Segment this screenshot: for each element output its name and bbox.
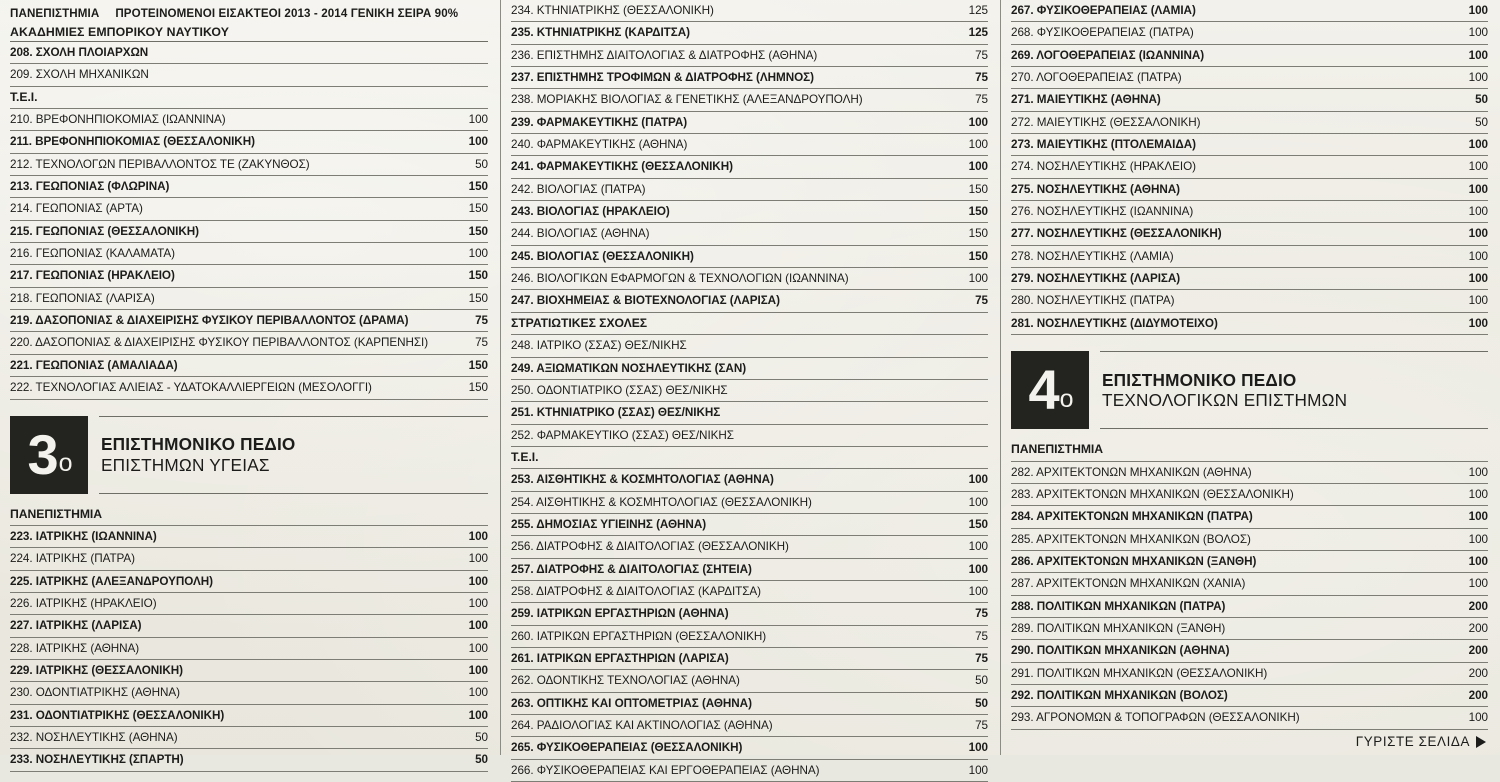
row-intake-number: 150 <box>468 291 488 305</box>
field-number-4: 4 <box>1028 358 1059 422</box>
table-row <box>10 198 488 220</box>
row-intake-number: 150 <box>468 269 488 283</box>
field-banner-3-line1: ΕΠΙΣΤΗΜΟΝΙΚΟ ΠΕΔΙΟ <box>101 434 296 455</box>
row-intake-number: 100 <box>468 708 488 722</box>
row-intake-number: 200 <box>1468 688 1488 702</box>
row-label: 271. ΜΑΙΕΥΤΙΚΗΣ (ΑΘΗΝΑ) <box>1011 93 1161 107</box>
row-intake-number: 100 <box>968 741 988 755</box>
field-banner-3 <box>10 416 488 494</box>
table-row <box>1011 246 1488 268</box>
field-banner-4 <box>1011 351 1488 429</box>
table-row <box>10 548 488 570</box>
row-label: 283. ΑΡΧΙΤΕΚΤΟΝΩΝ ΜΗΧΑΝΙΚΩΝ (ΘΕΣΣΑΛΟΝΙΚΗ) <box>1011 487 1294 501</box>
section-heading-label: ΠΑΝΕΠΙΣΤΗΜΙΑ <box>10 506 103 521</box>
list-col1 <box>10 42 488 400</box>
row-intake-number: 100 <box>468 247 488 261</box>
row-label: 275. ΝΟΣΗΛΕΥΤΙΚΗΣ (ΑΘΗΝΑ) <box>1011 182 1180 196</box>
row-intake-number: 125 <box>968 4 988 17</box>
row-label: 269. ΛΟΓΟΘΕΡΑΠΕΙΑΣ (ΙΩΑΝΝΙΝΑ) <box>1011 48 1205 62</box>
row-intake-number: 75 <box>975 71 988 85</box>
row-intake-number: 100 <box>968 584 988 598</box>
table-row <box>10 571 488 593</box>
row-intake-number: 100 <box>1468 160 1488 174</box>
list-col3b <box>1011 439 1488 729</box>
row-intake-number: 100 <box>468 641 488 655</box>
row-intake-number: 100 <box>468 135 488 149</box>
section-heading-row <box>10 504 488 526</box>
section-heading-label: Τ.Ε.Ι. <box>511 449 539 464</box>
field-ordinal-4: o <box>1059 384 1073 413</box>
row-label: 235. ΚΤΗΝΙΑΤΡΙΚΗΣ (ΚΑΡΔΙΤΣΑ) <box>511 26 690 40</box>
row-label: 234. ΚΤΗΝΙΑΤΡΙΚΗΣ (ΘΕΣΣΑΛΟΝΙΚΗ) <box>511 4 714 17</box>
table-row <box>511 335 988 357</box>
table-row <box>511 715 988 737</box>
row-label: 221. ΓΕΩΠΟΝΙΑΣ (ΑΜΑΛΙΑΔΑ) <box>10 358 178 372</box>
row-label: 247. ΒΙΟΧΗΜΕΙΑΣ & ΒΙΟΤΕΧΝΟΛΟΓΙΑΣ (ΛΑΡΙΣΑ) <box>511 294 780 308</box>
field-banner-3-line2: ΕΠΙΣΤΗΜΩΝ ΥΓΕΙΑΣ <box>101 454 270 475</box>
table-row <box>1011 223 1488 245</box>
table-row <box>511 156 988 178</box>
table-row <box>511 223 988 245</box>
table-row <box>10 660 488 682</box>
row-label: 288. ΠΟΛΙΤΙΚΩΝ ΜΗΧΑΝΙΚΩΝ (ΠΑΤΡΑ) <box>1011 599 1226 613</box>
table-row <box>511 581 988 603</box>
row-label: 210. ΒΡΕΦΟΝΗΠΙΟΚΟΜΙΑΣ (ΙΩΑΝΝΙΝΑ) <box>10 113 226 127</box>
row-label: 266. ΦΥΣΙΚΟΘΕΡΑΠΕΙΑΣ ΚΑΙ ΕΡΓΟΘΕΡΑΠΕΙΑΣ (ΑΘΗΝΑ) <box>511 763 820 777</box>
table-row <box>1011 201 1488 223</box>
section-heading-row <box>10 87 488 109</box>
row-label: 292. ΠΟΛΙΤΙΚΩΝ ΜΗΧΑΝΙΚΩΝ (ΒΟΛΟΣ) <box>1011 688 1228 702</box>
table-row <box>1011 45 1488 67</box>
section-heading-row <box>511 313 988 335</box>
table-row <box>511 45 988 67</box>
row-intake-number: 100 <box>1468 487 1488 501</box>
row-intake-number: 100 <box>468 552 488 566</box>
table-row <box>10 682 488 704</box>
row-intake-number: 75 <box>975 294 988 308</box>
row-label: 281. ΝΟΣΗΛΕΥΤΙΚΗΣ (ΔΙΔΥΜΟΤΕΙΧΟ) <box>1011 316 1218 330</box>
row-intake-number: 75 <box>975 629 988 643</box>
table-row <box>511 179 988 201</box>
table-row <box>10 288 488 310</box>
row-label: 231. ΟΔΟΝΤΙΑΤΡΙΚΗΣ (ΘΕΣΣΑΛΟΝΙΚΗ) <box>10 708 225 722</box>
row-label: 256. ΔΙΑΤΡΟΦΗΣ & ΔΙΑΙΤΟΛΟΓΙΑΣ (ΘΕΣΣΑΛΟΝΙΚΗ) <box>511 540 789 554</box>
row-intake-number: 100 <box>1468 26 1488 40</box>
row-intake-number: 100 <box>1468 48 1488 62</box>
table-row <box>1011 685 1488 707</box>
row-label: 252. ΦΑΡΜΑΚΕΥΤΙΚΟ (ΣΣΑΣ) ΘΕΣ/ΝΙΚΗΣ <box>511 428 734 442</box>
row-label: 249. ΑΞΙΩΜΑΤΙΚΩΝ ΝΟΣΗΛΕΥΤΙΚΗΣ (ΣΑΝ) <box>511 361 747 375</box>
table-row <box>10 310 488 332</box>
row-label: 229. ΙΑΤΡΙΚΗΣ (ΘΕΣΣΑΛΟΝΙΚΗ) <box>10 663 183 677</box>
table-row <box>1011 313 1488 335</box>
row-intake-number: 100 <box>1468 205 1488 219</box>
table-row <box>511 492 988 514</box>
row-label: 233. ΝΟΣΗΛΕΥΤΙΚΗΣ (ΣΠΑΡΤΗ) <box>10 753 184 767</box>
table-row <box>511 89 988 111</box>
row-label: 293. ΑΓΡΟΝΟΜΩΝ & ΤΟΠΟΓΡΑΦΩΝ (ΘΕΣΣΑΛΟΝΙΚΗ) <box>1011 711 1300 725</box>
row-label: 263. ΟΠΤΙΚΗΣ ΚΑΙ ΟΠΤΟΜΕΤΡΙΑΣ (ΑΘΗΝΑ) <box>511 696 752 710</box>
row-intake-number: 100 <box>1468 465 1488 479</box>
table-row <box>1011 462 1488 484</box>
row-label: 230. ΟΔΟΝΤΙΑΤΡΙΚΗΣ (ΑΘΗΝΑ) <box>10 686 180 700</box>
row-label: 213. ΓΕΩΠΟΝΙΑΣ (ΦΛΩΡΙΝΑ) <box>10 180 170 194</box>
row-label: 208. ΣΧΟΛΗ ΠΛΟΙΑΡΧΩΝ <box>10 46 149 59</box>
table-row <box>1011 112 1488 134</box>
table-row <box>511 268 988 290</box>
row-intake-number: 100 <box>968 272 988 286</box>
table-row <box>10 593 488 615</box>
row-intake-number: 100 <box>968 115 988 129</box>
list-col1b <box>10 504 488 772</box>
table-row <box>1011 179 1488 201</box>
table-row <box>1011 663 1488 685</box>
table-row <box>10 332 488 354</box>
table-row <box>1011 573 1488 595</box>
row-intake-number: 200 <box>1468 599 1488 613</box>
row-label: 273. ΜΑΙΕΥΤΙΚΗΣ (ΠΤΟΛΕΜΑΙΔΑ) <box>1011 138 1196 152</box>
row-intake-number: 100 <box>468 529 488 543</box>
row-intake-number: 100 <box>1468 71 1488 85</box>
table-row <box>1011 134 1488 156</box>
row-label: 253. ΑΙΣΘΗΤΙΚΗΣ & ΚΟΣΜΗΤΟΛΟΓΙΑΣ (ΑΘΗΝΑ) <box>511 473 774 487</box>
table-row <box>10 131 488 153</box>
table-row <box>511 559 988 581</box>
row-intake-number: 100 <box>468 596 488 610</box>
row-label: 232. ΝΟΣΗΛΕΥΤΙΚΗΣ (ΑΘΗΝΑ) <box>10 730 178 744</box>
table-row <box>511 201 988 223</box>
row-label: 244. ΒΙΟΛΟΓΙΑΣ (ΑΘΗΝΑ) <box>511 227 650 241</box>
row-label: 209. ΣΧΟΛΗ ΜΗΧΑΝΙΚΩΝ <box>10 68 149 82</box>
section-heading-label: ΣΤΡΑΤΙΩΤΙΚΕΣ ΣΧΟΛΕΣ <box>511 315 648 330</box>
row-intake-number: 150 <box>468 358 488 372</box>
table-row <box>10 638 488 660</box>
table-row <box>10 526 488 548</box>
section-heading-label: ΠΑΝΕΠΙΣΤΗΜΙΑ <box>1011 442 1104 457</box>
table-row <box>511 514 988 536</box>
row-intake-number: 75 <box>975 48 988 62</box>
row-label: 222. ΤΕΧΝΟΛΟΓΙΑΣ ΑΛΙΕΙΑΣ - ΥΔΑΤΟΚΑΛΛΙΕΡΓΕΙΩΝ (ΜΕΣΟΛΟΓΓΙ) <box>10 381 372 395</box>
column-3 <box>1000 0 1500 755</box>
table-row <box>1011 0 1488 22</box>
row-label: 219. ΔΑΣΟΠΟΝΙΑΣ & ΔΙΑΧΕΙΡΙΣΗΣ ΦΥΣΙΚΟΥ ΠΕΡΙΒΑΛΛΟΝΤΟΣ (ΔΡΑΜΑ) <box>10 314 409 328</box>
row-label: 220. ΔΑΣΟΠΟΝΙΑΣ & ΔΙΑΧΕΙΡΙΣΗΣ ΦΥΣΙΚΟΥ ΠΕΡΙΒΑΛΛΟΝΤΟΣ (ΚΑΡΠΕΝΗΣΙ) <box>10 336 429 350</box>
row-intake-number: 50 <box>975 674 988 688</box>
table-row <box>511 0 988 22</box>
row-label: 211. ΒΡΕΦΟΝΗΠΙΟΚΟΜΙΑΣ (ΘΕΣΣΑΛΟΝΙΚΗ) <box>10 135 255 149</box>
table-row <box>511 290 988 312</box>
table-row <box>511 760 988 782</box>
row-intake-number: 50 <box>475 157 488 171</box>
table-row <box>1011 529 1488 551</box>
table-row <box>10 221 488 243</box>
table-row <box>1011 640 1488 662</box>
row-label: 261. ΙΑΤΡΙΚΩΝ ΕΡΓΑΣΤΗΡΙΩΝ (ΛΑΡΙΣΑ) <box>511 651 729 665</box>
row-label: 245. ΒΙΟΛΟΓΙΑΣ (ΘΕΣΣΑΛΟΝΙΚΗ) <box>511 249 694 263</box>
row-intake-number: 100 <box>968 495 988 509</box>
row-intake-number: 75 <box>975 651 988 665</box>
table-row <box>511 626 988 648</box>
row-intake-number: 100 <box>1468 272 1488 286</box>
row-intake-number: 50 <box>975 696 988 710</box>
row-label: 215. ΓΕΩΠΟΝΙΑΣ (ΘΕΣΣΑΛΟΝΙΚΗ) <box>10 224 199 238</box>
row-intake-number: 100 <box>1468 577 1488 591</box>
row-label: 223. ΙΑΤΡΙΚΗΣ (ΙΩΑΝΝΙΝΑ) <box>10 529 157 543</box>
row-intake-number: 50 <box>475 730 488 744</box>
row-label: 217. ΓΕΩΠΟΝΙΑΣ (ΗΡΑΚΛΕΙΟ) <box>10 269 175 283</box>
row-intake-number: 150 <box>468 381 488 395</box>
row-label: 214. ΓΕΩΠΟΝΙΑΣ (ΑΡΤΑ) <box>10 202 143 216</box>
section-heading-row <box>1011 439 1488 461</box>
row-intake-number: 100 <box>1468 554 1488 568</box>
row-label: 238. ΜΟΡΙΑΚΗΣ ΒΙΟΛΟΓΙΑΣ & ΓΕΝΕΤΙΚΗΣ (ΑΛΕΞΑΝΔΡΟΥΠΟΛΗ) <box>511 93 863 107</box>
row-label: 282. ΑΡΧΙΤΕΚΤΟΝΩΝ ΜΗΧΑΝΙΚΩΝ (ΑΘΗΝΑ) <box>1011 465 1252 479</box>
table-row <box>511 380 988 402</box>
row-label: 285. ΑΡΧΙΤΕΚΤΟΝΩΝ ΜΗΧΑΝΙΚΩΝ (ΒΟΛΟΣ) <box>1011 532 1251 546</box>
row-label: 243. ΒΙΟΛΟΓΙΑΣ (ΗΡΑΚΛΕΙΟ) <box>511 205 670 219</box>
row-intake-number: 100 <box>1468 294 1488 308</box>
row-label: 250. ΟΔΟΝΤΙΑΤΡΙΚΟ (ΣΣΑΣ) ΘΕΣ/ΝΙΚΗΣ <box>511 383 728 397</box>
row-label: 255. ΔΗΜΟΣΙΑΣ ΥΓΙΕΙΝΗΣ (ΑΘΗΝΑ) <box>511 517 707 531</box>
row-label: 270. ΛΟΓΟΘΕΡΑΠΕΙΑΣ (ΠΑΤΡΑ) <box>1011 71 1182 85</box>
table-row <box>511 134 988 156</box>
table-row <box>511 402 988 424</box>
row-intake-number: 75 <box>475 336 488 350</box>
row-intake-number: 150 <box>468 202 488 216</box>
row-intake-number: 100 <box>468 574 488 588</box>
row-label: 239. ΦΑΡΜΑΚΕΥΤΙΚΗΣ (ΠΑΤΡΑ) <box>511 115 688 129</box>
row-intake-number: 150 <box>468 224 488 238</box>
row-label: 278. ΝΟΣΗΛΕΥΤΙΚΗΣ (ΛΑΜΙΑ) <box>1011 249 1174 263</box>
row-label: 212. ΤΕΧΝΟΛΟΓΩΝ ΠΕΡΙΒΑΛΛΟΝΤΟΣ ΤΕ (ΖΑΚΥΝΘΟΣ) <box>10 157 310 171</box>
row-label: 240. ΦΑΡΜΑΚΕΥΤΙΚΗΣ (ΑΘΗΝΑ) <box>511 138 688 152</box>
row-label: 287. ΑΡΧΙΤΕΚΤΟΝΩΝ ΜΗΧΑΝΙΚΩΝ (ΧΑΝΙΑ) <box>1011 577 1246 591</box>
row-label: 254. ΑΙΣΘΗΤΙΚΗΣ & ΚΟΣΜΗΤΟΛΟΓΙΑΣ (ΘΕΣΣΑΛΟΝΙΚΗ) <box>511 495 812 509</box>
section-heading-label: Τ.Ε.Ι. <box>10 89 38 104</box>
row-label: 257. ΔΙΑΤΡΟΦΗΣ & ΔΙΑΙΤΟΛΟΓΙΑΣ (ΣΗΤΕΙΑ) <box>511 562 752 576</box>
table-row <box>10 176 488 198</box>
masthead-lead: ΠΑΝΕΠΙΣΤΗΜΙΑ <box>10 7 100 20</box>
field-badge-4 <box>1011 351 1089 429</box>
table-row <box>1011 484 1488 506</box>
column-2 <box>500 0 1000 777</box>
table-row <box>511 22 988 44</box>
table-row <box>1011 156 1488 178</box>
list-col2 <box>511 0 988 782</box>
row-label: 262. ΟΔΟΝΤΙΚΗΣ ΤΕΧΝΟΛΟΓΙΑΣ (ΑΘΗΝΑ) <box>511 674 740 688</box>
row-intake-number: 100 <box>468 619 488 633</box>
row-label: 225. ΙΑΤΡΙΚΗΣ (ΑΛΕΞΑΝΔΡΟΥΠΟΛΗ) <box>10 574 213 588</box>
table-row <box>10 705 488 727</box>
row-label: 226. ΙΑΤΡΙΚΗΣ (ΗΡΑΚΛΕΙΟ) <box>10 596 157 610</box>
row-intake-number: 200 <box>1468 666 1488 680</box>
triangle-right-icon <box>1476 736 1486 748</box>
table-row <box>10 42 488 64</box>
row-label: 264. ΡΑΔΙΟΛΟΓΙΑΣ ΚΑΙ ΑΚΤΙΝΟΛΟΓΙΑΣ (ΑΘΗΝΑ) <box>511 719 773 732</box>
row-intake-number: 150 <box>468 180 488 194</box>
table-row <box>10 243 488 265</box>
table-row <box>511 648 988 670</box>
row-label: 267. ΦΥΣΙΚΟΘΕΡΑΠΕΙΑΣ (ΛΑΜΙΑ) <box>1011 4 1196 17</box>
table-row <box>1011 22 1488 44</box>
table-row <box>10 355 488 377</box>
field-number-3: 3 <box>27 422 58 486</box>
row-intake-number: 100 <box>968 562 988 576</box>
row-intake-number: 100 <box>468 113 488 127</box>
row-intake-number: 100 <box>1468 711 1488 725</box>
table-row <box>10 64 488 86</box>
row-label: 246. ΒΙΟΛΟΓΙΚΩΝ ΕΦΑΡΜΟΓΩΝ & ΤΕΧΝΟΛΟΓΙΩΝ (ΙΩΑΝΝΙΝΑ) <box>511 272 849 286</box>
row-intake-number: 75 <box>975 93 988 107</box>
row-intake-number: 150 <box>968 205 988 219</box>
row-intake-number: 100 <box>468 663 488 677</box>
row-intake-number: 150 <box>968 517 988 531</box>
group-heading-merchant-marine: ΑΚΑΔΗΜΙΕΣ ΕΜΠΟΡΙΚΟΥ ΝΑΥΤΙΚΟΥ <box>10 20 488 42</box>
table-row <box>511 737 988 759</box>
table-row <box>511 670 988 692</box>
row-label: 274. ΝΟΣΗΛΕΥΤΙΚΗΣ (ΗΡΑΚΛΕΙΟ) <box>1011 160 1196 174</box>
row-label: 237. ΕΠΙΣΤΗΜΗΣ ΤΡΟΦΙΜΩΝ & ΔΙΑΤΡΟΦΗΣ (ΛΗΜΝΟΣ) <box>511 71 814 85</box>
table-row <box>10 154 488 176</box>
field-ordinal-3: o <box>58 449 72 477</box>
row-intake-number: 100 <box>968 138 988 152</box>
field-banner-4-text <box>1100 351 1488 429</box>
row-intake-number: 150 <box>968 227 988 241</box>
row-label: 216. ΓΕΩΠΟΝΙΑΣ (ΚΑΛΑΜΑΤΑ) <box>10 247 175 261</box>
table-row <box>1011 268 1488 290</box>
row-intake-number: 125 <box>968 26 988 40</box>
row-label: 277. ΝΟΣΗΛΕΥΤΙΚΗΣ (ΘΕΣΣΑΛΟΝΙΚΗ) <box>1011 227 1222 241</box>
field-banner-4-line2: ΤΕΧΝΟΛΟΓΙΚΩΝ ΕΠΙΣΤΗΜΩΝ <box>1102 390 1348 411</box>
row-intake-number: 100 <box>1468 4 1488 17</box>
row-label: 236. ΕΠΙΣΤΗΜΗΣ ΔΙΑΙΤΟΛΟΓΙΑΣ & ΔΙΑΤΡΟΦΗΣ (ΑΘΗΝΑ) <box>511 48 818 62</box>
row-label: 251. ΚΤΗΝΙΑΤΡΙΚΟ (ΣΣΑΣ) ΘΕΣ/ΝΙΚΗΣ <box>511 406 721 420</box>
row-intake-number: 100 <box>1468 227 1488 241</box>
row-intake-number: 100 <box>1468 138 1488 152</box>
row-label: 241. ΦΑΡΜΑΚΕΥΤΙΚΗΣ (ΘΕΣΣΑΛΟΝΙΚΗ) <box>511 160 733 174</box>
row-label: 218. ΓΕΩΠΟΝΙΑΣ (ΛΑΡΙΣΑ) <box>10 291 155 305</box>
table-row <box>1011 89 1488 111</box>
row-label: 289. ΠΟΛΙΤΙΚΩΝ ΜΗΧΑΝΙΚΩΝ (ΞΑΝΘΗ) <box>1011 621 1226 635</box>
row-intake-number: 100 <box>1468 316 1488 330</box>
turn-page-label: ΓΥΡΙΣΤΕ ΣΕΛΙΔΑ <box>1355 734 1470 749</box>
table-row <box>1011 506 1488 528</box>
row-label: 224. ΙΑΤΡΙΚΗΣ (ΠΑΤΡΑ) <box>10 552 136 566</box>
section-heading-row <box>511 447 988 469</box>
row-label: 228. ΙΑΤΡΙΚΗΣ (ΑΘΗΝΑ) <box>10 641 140 655</box>
table-row <box>511 358 988 380</box>
row-intake-number: 100 <box>1468 249 1488 263</box>
row-intake-number: 150 <box>968 249 988 263</box>
row-intake-number: 100 <box>1468 532 1488 546</box>
table-row <box>1011 618 1488 640</box>
row-label: 286. ΑΡΧΙΤΕΚΤΟΝΩΝ ΜΗΧΑΝΙΚΩΝ (ΞΑΝΘΗ) <box>1011 554 1257 568</box>
table-row <box>511 603 988 625</box>
row-intake-number: 100 <box>1468 510 1488 524</box>
row-label: 260. ΙΑΤΡΙΚΩΝ ΕΡΓΑΣΤΗΡΙΩΝ (ΘΕΣΣΑΛΟΝΙΚΗ) <box>511 629 767 643</box>
row-label: 242. ΒΙΟΛΟΓΙΑΣ (ΠΑΤΡΑ) <box>511 182 646 196</box>
row-label: 268. ΦΥΣΙΚΟΘΕΡΑΠΕΙΑΣ (ΠΑΤΡΑ) <box>1011 26 1194 40</box>
table-row <box>1011 290 1488 312</box>
list-col3 <box>1011 0 1488 335</box>
row-intake-number: 75 <box>975 607 988 621</box>
table-row <box>10 727 488 749</box>
table-row <box>511 112 988 134</box>
row-label: 227. ΙΑΤΡΙΚΗΣ (ΛΑΡΙΣΑ) <box>10 619 142 633</box>
row-intake-number: 100 <box>1468 182 1488 196</box>
row-label: 276. ΝΟΣΗΛΕΥΤΙΚΗΣ (ΙΩΑΝΝΙΝΑ) <box>1011 205 1194 219</box>
row-label: 291. ΠΟΛΙΤΙΚΩΝ ΜΗΧΑΝΙΚΩΝ (ΘΕΣΣΑΛΟΝΙΚΗ) <box>1011 666 1268 680</box>
field-banner-4-line1: ΕΠΙΣΤΗΜΟΝΙΚΟ ΠΕΔΙΟ <box>1102 369 1297 390</box>
masthead <box>10 0 488 20</box>
row-label: 265. ΦΥΣΙΚΟΘΕΡΑΠΕΙΑΣ (ΘΕΣΣΑΛΟΝΙΚΗ) <box>511 741 743 755</box>
table-row <box>511 67 988 89</box>
row-intake-number: 75 <box>975 719 988 732</box>
row-intake-number: 150 <box>968 182 988 196</box>
row-intake-number: 200 <box>1468 644 1488 658</box>
row-intake-number: 50 <box>1475 93 1488 107</box>
table-row <box>511 536 988 558</box>
turn-page-note <box>1356 734 1486 749</box>
row-label: 284. ΑΡΧΙΤΕΚΤΟΝΩΝ ΜΗΧΑΝΙΚΩΝ (ΠΑΤΡΑ) <box>1011 510 1253 524</box>
row-intake-number: 200 <box>1468 621 1488 635</box>
row-intake-number: 50 <box>1475 115 1488 129</box>
table-row <box>511 469 988 491</box>
table-row <box>10 109 488 131</box>
table-row <box>1011 596 1488 618</box>
row-label: 248. ΙΑΤΡΙΚΟ (ΣΣΑΣ) ΘΕΣ/ΝΙΚΗΣ <box>511 339 687 353</box>
row-label: 290. ΠΟΛΙΤΙΚΩΝ ΜΗΧΑΝΙΚΩΝ (ΑΘΗΝΑ) <box>1011 644 1230 658</box>
table-row <box>10 377 488 399</box>
table-row <box>511 693 988 715</box>
row-label: 279. ΝΟΣΗΛΕΥΤΙΚΗΣ (ΛΑΡΙΣΑ) <box>1011 272 1181 286</box>
field-banner-3-text <box>99 416 488 494</box>
row-label: 280. ΝΟΣΗΛΕΥΤΙΚΗΣ (ΠΑΤΡΑ) <box>1011 294 1175 308</box>
table-row <box>511 425 988 447</box>
table-row <box>1011 707 1488 729</box>
row-intake-number: 100 <box>468 686 488 700</box>
table-row <box>10 265 488 287</box>
row-intake-number: 100 <box>968 763 988 777</box>
row-label: 259. ΙΑΤΡΙΚΩΝ ΕΡΓΑΣΤΗΡΙΩΝ (ΑΘΗΝΑ) <box>511 607 729 621</box>
row-intake-number: 100 <box>968 160 988 174</box>
table-row <box>10 749 488 771</box>
masthead-title: ΠΡΟΤΕΙΝΟΜΕΝΟΙ ΕΙΣΑΚΤΕΟΙ 2013 - 2014 ΓΕΝΙΚΗ ΣΕΙΡΑ 90% <box>115 7 459 20</box>
row-intake-number: 100 <box>968 540 988 554</box>
table-row <box>1011 67 1488 89</box>
row-label: 272. ΜΑΙΕΥΤΙΚΗΣ (ΘΕΣΣΑΛΟΝΙΚΗ) <box>1011 115 1201 129</box>
row-intake-number: 100 <box>968 473 988 487</box>
table-row <box>10 615 488 637</box>
row-intake-number: 50 <box>475 753 488 767</box>
row-intake-number: 75 <box>475 314 488 328</box>
field-badge-3 <box>10 416 88 494</box>
table-row <box>511 246 988 268</box>
row-label: 258. ΔΙΑΤΡΟΦΗΣ & ΔΙΑΙΤΟΛΟΓΙΑΣ (ΚΑΡΔΙΤΣΑ) <box>511 584 762 598</box>
table-row <box>1011 551 1488 573</box>
column-1 <box>0 0 500 767</box>
